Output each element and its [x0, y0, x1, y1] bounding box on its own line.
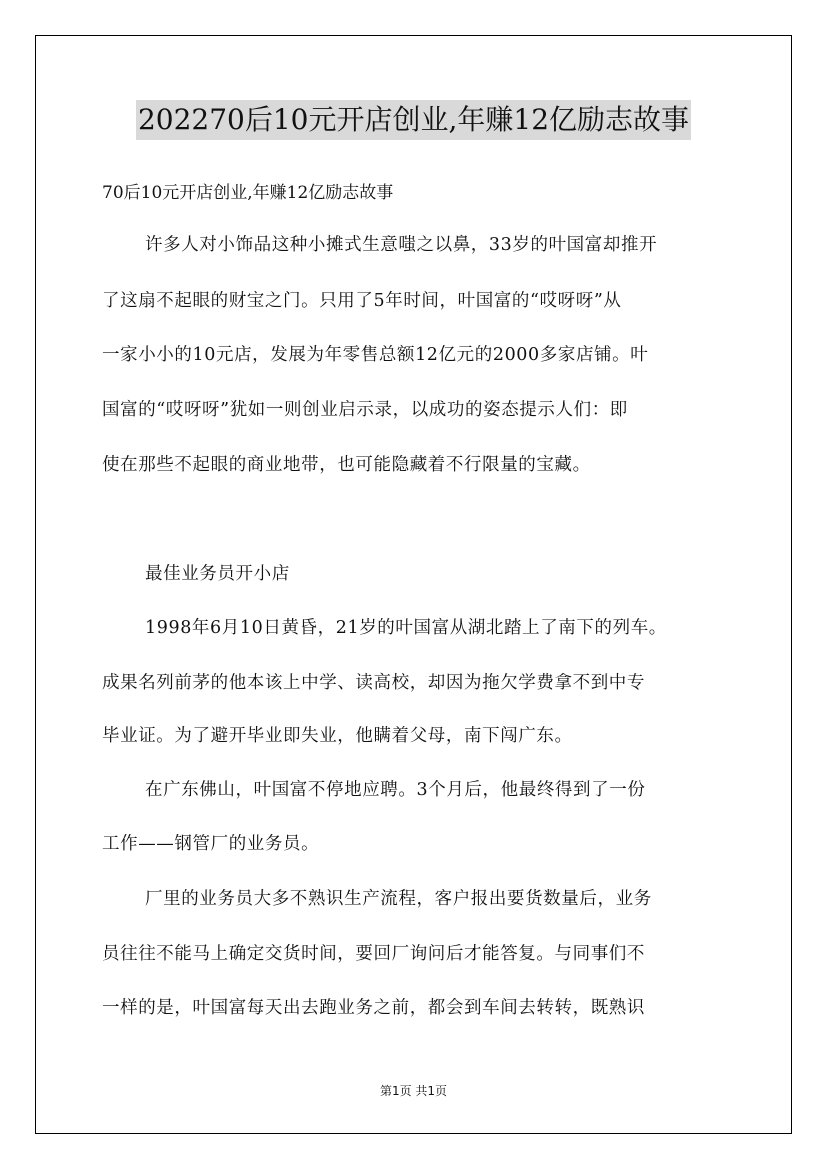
- page-footer: 第1页 共1页: [379, 1084, 448, 1098]
- paragraph-line: 毕业证。为了避开毕业即失业，他瞒着父母，南下闯广东。: [102, 726, 573, 746]
- document-title: 202270后10元开店创业,年赚12亿励志故事: [136, 100, 691, 140]
- paragraph-line: 在广东佛山，叶国富不停地应聘。3个月后，他最终得到了一份: [145, 780, 646, 800]
- paragraph-line: 国富的“哎呀呀”犹如一则创业启示录，以成功的姿态提示人们：即: [102, 400, 628, 420]
- paragraph-line: 使在那些不起眼的商业地带，也可能隐藏着不行限量的宝藏。: [102, 455, 591, 475]
- paragraph-line: 员往往不能马上确定交货时间，要回厂询问后才能答复。与同事们不: [102, 944, 645, 964]
- paragraph-line: 成果名列前茅的他本该上中学、读高校，却因为拖欠学费拿不到中专: [102, 673, 645, 693]
- document-subtitle: 70后10元开店创业,年赚12亿励志故事: [102, 183, 394, 203]
- paragraph-line: 工作——钢管厂的业务员。: [102, 834, 320, 854]
- paragraph-line: 许多人对小饰品这种小摊式生意嗤之以鼻，33岁的叶国富却推开: [145, 235, 658, 255]
- title-container: [0, 100, 827, 140]
- paragraph-line: 一家小小的10元店，发展为年零售总额12亿元的2000多家店铺。叶: [102, 345, 649, 365]
- paragraph-line: 一样的是，叶国富每天出去跑业务之前，都会到车间去转转，既熟识: [102, 998, 645, 1018]
- paragraph-line: 厂里的业务员大多不熟识生产流程，客户报出要货数量后，业务: [145, 889, 652, 909]
- paragraph-line: 1998年6月10日黄昏，21岁的叶国富从湖北踏上了南下的列车。: [145, 618, 667, 638]
- paragraph-line: 了这扇不起眼的财宝之门。只用了5年时间，叶国富的“哎呀呀”从: [102, 291, 622, 311]
- section-heading: 最佳业务员开小店: [145, 564, 290, 584]
